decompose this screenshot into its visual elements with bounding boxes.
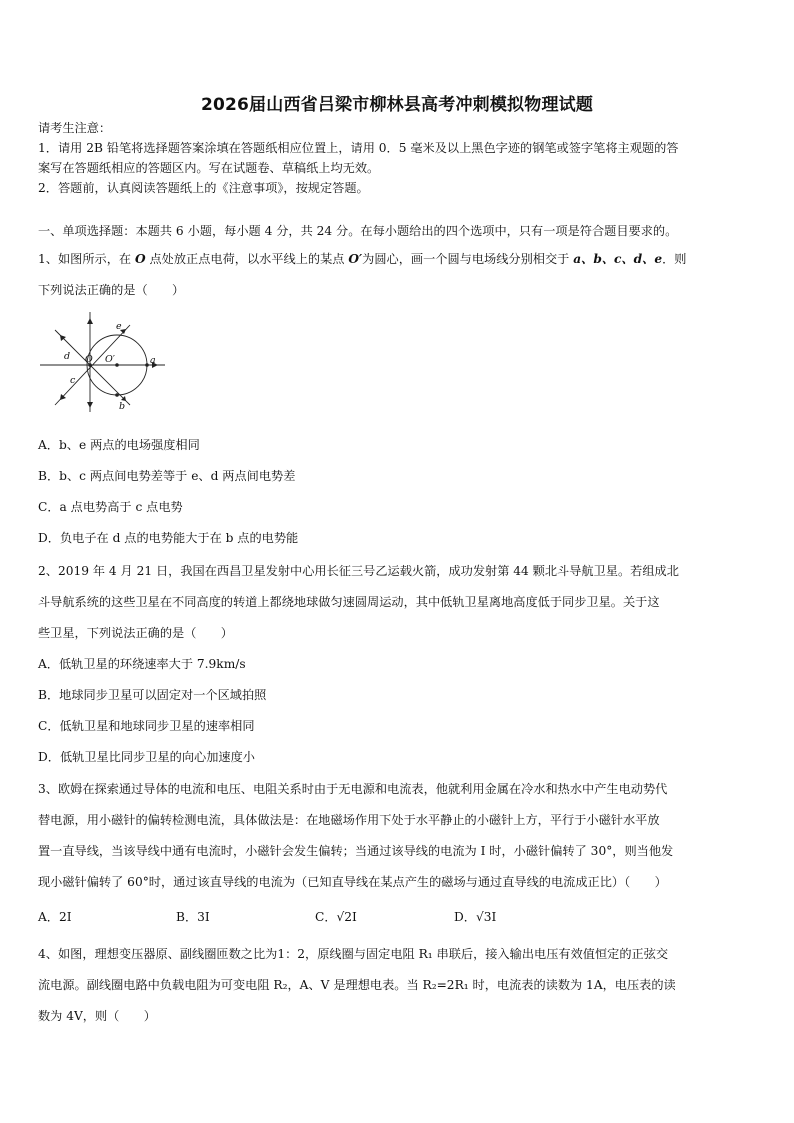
q1-text-part: 点处放正点电荷，以水平线上的某点	[145, 252, 349, 266]
label-o: O	[85, 354, 93, 365]
question-3-stem-line-2: 替电源，用小磁针的偏转检测电流，具体做法是：在地磁场作用下处于水平静止的小磁针上方，平行于小磁针水平放	[38, 813, 660, 827]
question-4-stem-line-1: 4、如图，理想变压器原、副线圈匝数之比为1：2，原线圈与固定电阻 R₁ 串联后，接入输出电压有效值恒定的正弦交	[38, 947, 669, 961]
q1-text-part: ．则	[662, 252, 687, 266]
q1-text-part: 1、如图所示，在	[38, 252, 135, 266]
q3-option-b: B．3I	[176, 910, 210, 924]
label-a: a	[150, 355, 156, 366]
label-d: d	[64, 351, 71, 362]
question-2-stem-line-1: 2、2019 年 4 月 21 日，我国在西昌卫星发射中心用长征三号乙运载火箭，成功发射第 44 颗北斗导航卫星。若组成北	[38, 564, 679, 578]
question-3-stem-line-3: 置一直导线，当该导线中通有电流时，小磁针会发生偏转；当通过该导线的电流为 I 时，小磁针偏转了 30°，则当他发	[38, 844, 674, 858]
q3-option-c: C．√2I	[315, 910, 357, 924]
q1-option-b: B．b、c 两点间电势差等于 e、d 两点间电势差	[38, 469, 296, 483]
label-e: e	[116, 321, 122, 332]
q1-option-d: D．负电子在 d 点的电势能大于在 b 点的电势能	[38, 531, 299, 545]
electric-field-diagram	[40, 312, 165, 412]
point-b-dot	[115, 393, 119, 397]
question-1-stem-line-1	[38, 250, 758, 268]
label-o-prime: O′	[105, 354, 115, 365]
q1-option-c: C．a 点电势高于 c 点电势	[38, 500, 183, 514]
q1-point-o: O	[134, 252, 146, 266]
q2-option-b: B．地球同步卫星可以固定对一个区域拍照	[38, 688, 267, 702]
q1-text-part: 为圆心，画一个圆与电场线分别相交于	[362, 252, 574, 266]
question-3-stem-line-1: 3、欧姆在探索通过导体的电流和电压、电阻关系时由于无电源和电流表，他就利用金属在冷水和热水中产生电动势代	[38, 782, 668, 796]
q2-option-d: D．低轨卫星比同步卫星的向心加速度小	[38, 750, 255, 764]
q2-option-c: C．低轨卫星和地球同步卫星的速率相同	[38, 719, 255, 733]
q1-points-list: a、b、c、d、e	[573, 252, 663, 266]
diagonal-field-line-1	[55, 330, 130, 405]
page-title: 2026届山西省吕梁市柳林县高考冲刺模拟物理试题	[200, 95, 594, 115]
q3-option-d: D．√3I	[454, 910, 497, 924]
question-2-stem-line-2: 斗导航系统的这些卫星在不同高度的转道上都绕地球做匀速圆周运动，其中低轨卫星离地高度低于同步卫星。关于这	[38, 595, 660, 609]
question-2-stem-line-3: 些卫星，下列说法正确的是（ ）	[38, 626, 233, 640]
q3-option-a: A．2I	[38, 910, 72, 924]
point-o-prime-dot	[115, 363, 119, 367]
question-1-stem-line-2: 下列说法正确的是（ ）	[38, 283, 185, 297]
arrow-down	[87, 402, 93, 408]
q2-option-a: A．低轨卫星的环绕速率大于 7.9km/s	[38, 657, 246, 671]
label-b: b	[119, 401, 126, 412]
question-4-stem-line-3: 数为 4V，则（ ）	[38, 1009, 156, 1023]
arrow-up	[87, 318, 93, 324]
section-heading: 一、单项选择题：本题共 6 小题，每小题 4 分，共 24 分。在每小题给出的四个选项中，只有一项是符合题目要求的。	[38, 224, 678, 238]
notice-item-2: 2．答题前，认真阅读答题纸上的《注意事项》，按规定答题。	[38, 181, 369, 195]
notice-item-1-line-1: 1．请用 2B 铅笔将选择题答案涂填在答题纸相应位置上，请用 0．5 毫米及以上黑色字迹的钢笔或签字笔将主观题的答	[38, 141, 679, 155]
q1-point-o-prime: O′	[348, 252, 363, 266]
point-a-dot	[145, 363, 149, 367]
q1-option-a: A．b、e 两点的电场强度相同	[38, 438, 200, 452]
label-c: c	[70, 375, 76, 386]
notice-heading: 请考生注意：	[38, 121, 112, 135]
notice-item-1-line-2: 案写在答题纸相应的答题区内。写在试题卷、草稿纸上均无效。	[38, 161, 380, 175]
question-3-stem-line-4: 现小磁针偏转了 60°时，通过该直导线的电流为（已知直导线在某点产生的磁场与通过直导线的电流成正比）（ ）	[38, 875, 667, 889]
question-4-stem-line-2: 流电源。副线圈电路中负载电阻为可变电阻 R₂，A、V 是理想电表。当 R₂=2R₁ 时，电流表的读数为 1A，电压表的读	[38, 978, 676, 992]
arrow-down-left	[60, 394, 66, 400]
